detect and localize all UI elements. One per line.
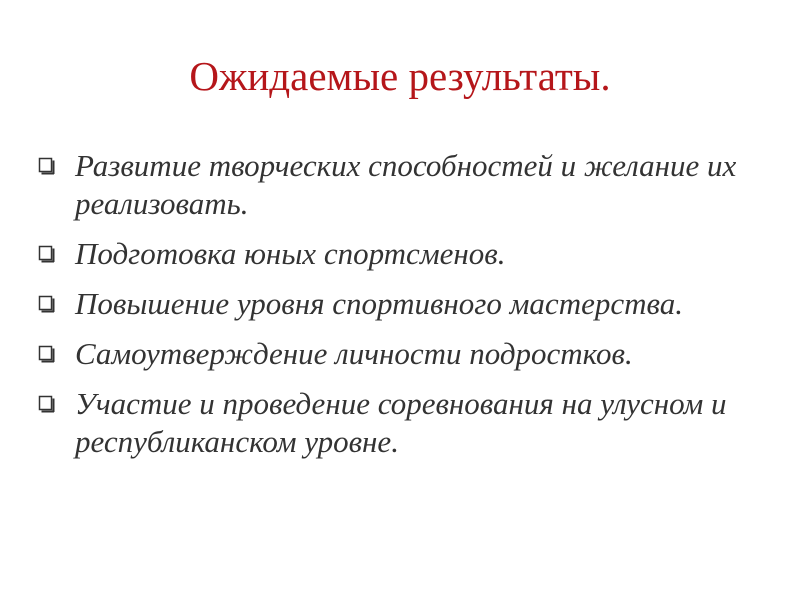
list-item	[38, 385, 778, 461]
checkbox-icon	[38, 395, 55, 413]
checkbox-icon	[38, 295, 55, 313]
list-item	[38, 335, 778, 373]
list-item-text: Повышение уровня спортивного мастерства.	[75, 286, 683, 321]
list-item	[38, 285, 778, 323]
list-item	[38, 147, 778, 223]
checkbox-icon	[38, 345, 55, 363]
list-item-text: Самоутверждение личности подростков.	[75, 336, 633, 371]
results-list	[38, 147, 778, 473]
checkbox-icon	[38, 157, 55, 175]
list-item	[38, 235, 778, 273]
list-item-text: Подготовка юных спортсменов.	[75, 236, 506, 271]
list-item-text: Развитие творческих способностей и желание их реализовать.	[75, 148, 737, 221]
slide-title: Ожидаемые результаты.	[189, 53, 611, 99]
list-item-text: Участие и проведение соревнования на улусном и республиканском уровне.	[75, 386, 727, 459]
checkbox-icon	[38, 245, 55, 263]
